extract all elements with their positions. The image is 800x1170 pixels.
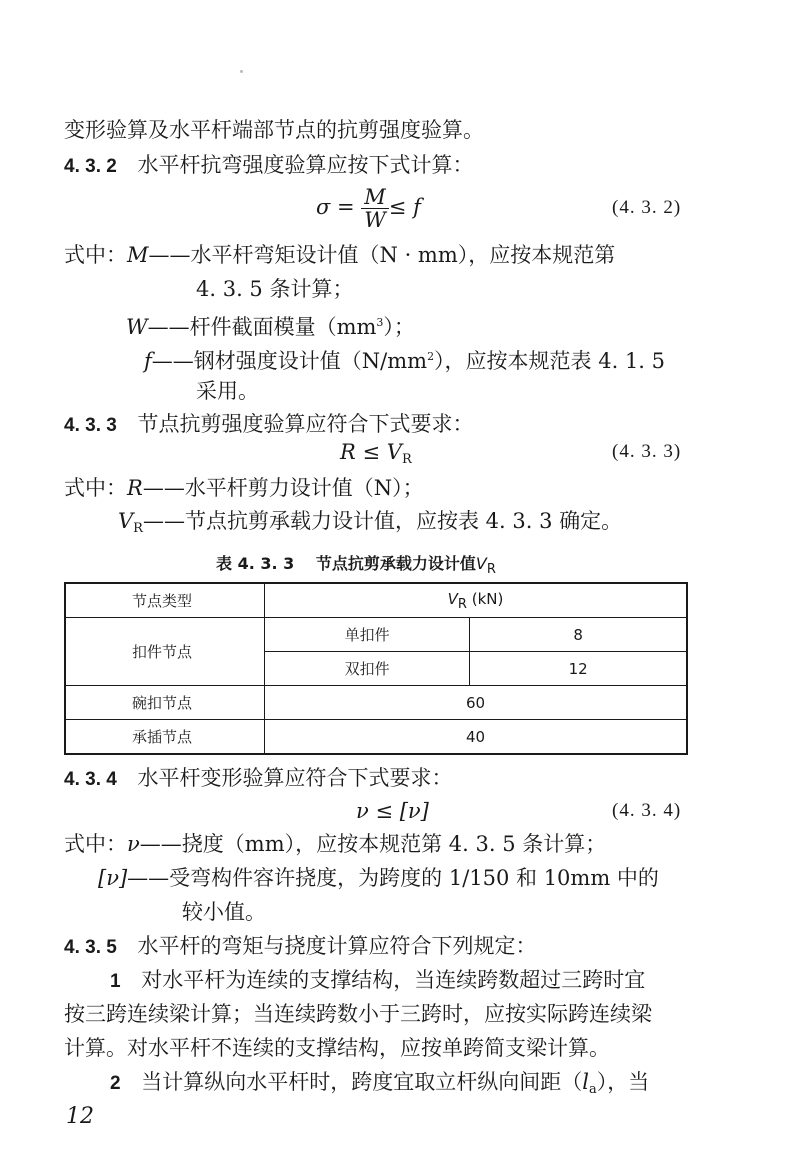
- intro-line: 变形验算及水平杆端部节点的抗剪强度验算。: [64, 118, 484, 142]
- clause-number: 4. 3. 5: [64, 937, 117, 958]
- where-line-f: [144, 343, 665, 375]
- definition: ——钢材强度设计值（N/mm: [151, 349, 428, 373]
- equation-4-3-2: [316, 186, 421, 231]
- definition: ——水平杆剪力设计值（N）；: [142, 476, 424, 500]
- symbol-nu: ν: [127, 832, 140, 856]
- where-line-W: [126, 309, 415, 341]
- eq-le: ≤: [355, 440, 387, 464]
- eq-R: R: [340, 440, 356, 464]
- item-1-line-2: 按三跨连续梁计算；当连续跨数小于三跨时，应按实际跨连续梁: [64, 1002, 652, 1026]
- clause-4-3-4: [64, 764, 453, 794]
- header-vr-symbol: V: [447, 589, 458, 608]
- fraction: [361, 186, 389, 231]
- cell-node-type: 碗扣节点: [65, 686, 265, 720]
- scan-speck: [240, 70, 243, 73]
- eq-V-sub: R: [401, 452, 412, 467]
- where-line-nu: [64, 830, 606, 858]
- definition: ——挠度（mm），应按本规范第 4. 3. 5 条计算；: [139, 832, 607, 856]
- item-2-line-1: [110, 1068, 649, 1104]
- where-line-allowable-cont: 较小值。: [182, 900, 266, 924]
- definition: ——杆件截面模量（mm: [147, 315, 377, 339]
- where-line-M: [64, 241, 615, 269]
- cell-value: 12: [470, 652, 687, 686]
- definition: ——节点抗剪承载力设计值，应按表 4. 3. 3 确定。: [142, 509, 623, 533]
- eq-rhs: ≤ f: [388, 195, 421, 219]
- clause-number: 4. 3. 4: [64, 769, 117, 790]
- where-line-VR: [118, 507, 622, 543]
- symbol-f: f: [144, 349, 152, 373]
- symbol-V-sub: R: [133, 521, 143, 536]
- item-number: 2: [110, 1073, 121, 1094]
- numerator: M: [361, 186, 389, 209]
- where-prefix: 式中：: [64, 476, 127, 500]
- cell-value: 60: [265, 686, 687, 720]
- where-line-f-cont: 采用。: [196, 379, 259, 403]
- eq-V: V: [386, 440, 402, 464]
- cell-value: 8: [470, 618, 687, 652]
- table-row: [65, 686, 687, 720]
- symbol-W: W: [126, 315, 148, 339]
- definition: ——水平杆弯矩设计值（N · mm），应按本规范第: [148, 243, 616, 267]
- item-number: 1: [110, 971, 121, 992]
- where-line-M-cont: 4. 3. 5 条计算；: [196, 277, 354, 301]
- denominator: W: [364, 208, 386, 232]
- header-vr-unit: (kN): [466, 589, 504, 608]
- where-prefix: 式中：: [64, 243, 127, 267]
- table-caption-symbol: V: [475, 554, 487, 573]
- symbol-V: V: [118, 509, 134, 533]
- superscript: 2: [427, 350, 435, 363]
- equation-number: (4. 3. 3): [612, 441, 682, 462]
- symbol-R: R: [127, 476, 143, 500]
- clause-text: 水平杆变形验算应符合下式要求：: [137, 766, 453, 790]
- symbol-l: l: [582, 1070, 589, 1094]
- cell-sub-type: 单扣件: [265, 618, 470, 652]
- cell-node-type: 承插节点: [65, 720, 265, 755]
- clause-4-3-3: [64, 410, 474, 440]
- item-text: 对水平杆为连续的支撑结构，当连续跨数超过三跨时宜: [141, 968, 646, 992]
- definition: ——受弯构件容许挠度，为跨度的 1/150 和 10mm 中的: [127, 866, 659, 890]
- equation-number: (4. 3. 2): [612, 197, 682, 218]
- definition-end: ），应按本规范表 4. 1. 5: [434, 349, 666, 373]
- where-line-allowable: [98, 864, 659, 892]
- table-caption-sub: R: [486, 562, 496, 577]
- table-caption-number: 表 4. 3. 3: [216, 554, 295, 573]
- item-1-line-1: [110, 966, 645, 996]
- superscript: 3: [376, 316, 384, 329]
- table-row: [65, 720, 687, 755]
- item-text: 当计算纵向水平杆时，跨度宜取立杆纵向间距（: [141, 1070, 583, 1094]
- cell-value: 40: [265, 720, 687, 755]
- table-caption: [216, 551, 496, 577]
- cell-sub-type: 双扣件: [265, 652, 470, 686]
- cell-node-type: 扣件节点: [65, 618, 265, 686]
- equation-4-3-4: ν ≤ [ν]: [356, 799, 429, 823]
- table-row: [65, 618, 687, 652]
- header-vr: [265, 583, 687, 618]
- equation-4-3-3: [340, 438, 412, 474]
- item-1-line-3: 计算。对水平杆不连续的支撑结构，应按单跨简支梁计算。: [64, 1036, 610, 1060]
- header-node-type: 节点类型: [65, 583, 265, 618]
- symbol-l-sub: a: [588, 1082, 597, 1097]
- where-line-R: [64, 474, 424, 502]
- page-number: 12: [66, 1104, 94, 1129]
- equation-number: (4. 3. 4): [612, 800, 682, 821]
- definition-end: ）；: [383, 315, 415, 339]
- shear-capacity-table: [64, 582, 688, 755]
- where-prefix: 式中：: [64, 832, 127, 856]
- item-text-end: ），当: [596, 1070, 650, 1094]
- clause-4-3-5: [64, 932, 537, 962]
- symbol-allowable-nu: [ν]: [98, 866, 128, 890]
- eq-lhs: σ =: [316, 195, 362, 219]
- table-caption-text: 节点抗剪承载力设计值: [315, 554, 476, 573]
- symbol-M: M: [127, 243, 149, 267]
- clause-text: 水平杆抗弯强度验算应按下式计算：: [137, 153, 474, 177]
- clause-number: 4. 3. 3: [64, 415, 117, 436]
- clause-text: 节点抗剪强度验算应符合下式要求：: [137, 412, 474, 436]
- header-vr-sub: R: [457, 596, 467, 612]
- clause-text: 水平杆的弯矩与挠度计算应符合下列规定：: [137, 934, 537, 958]
- clause-4-3-2: [64, 151, 474, 181]
- clause-number: 4. 3. 2: [64, 156, 117, 177]
- table-header-row: [65, 583, 687, 618]
